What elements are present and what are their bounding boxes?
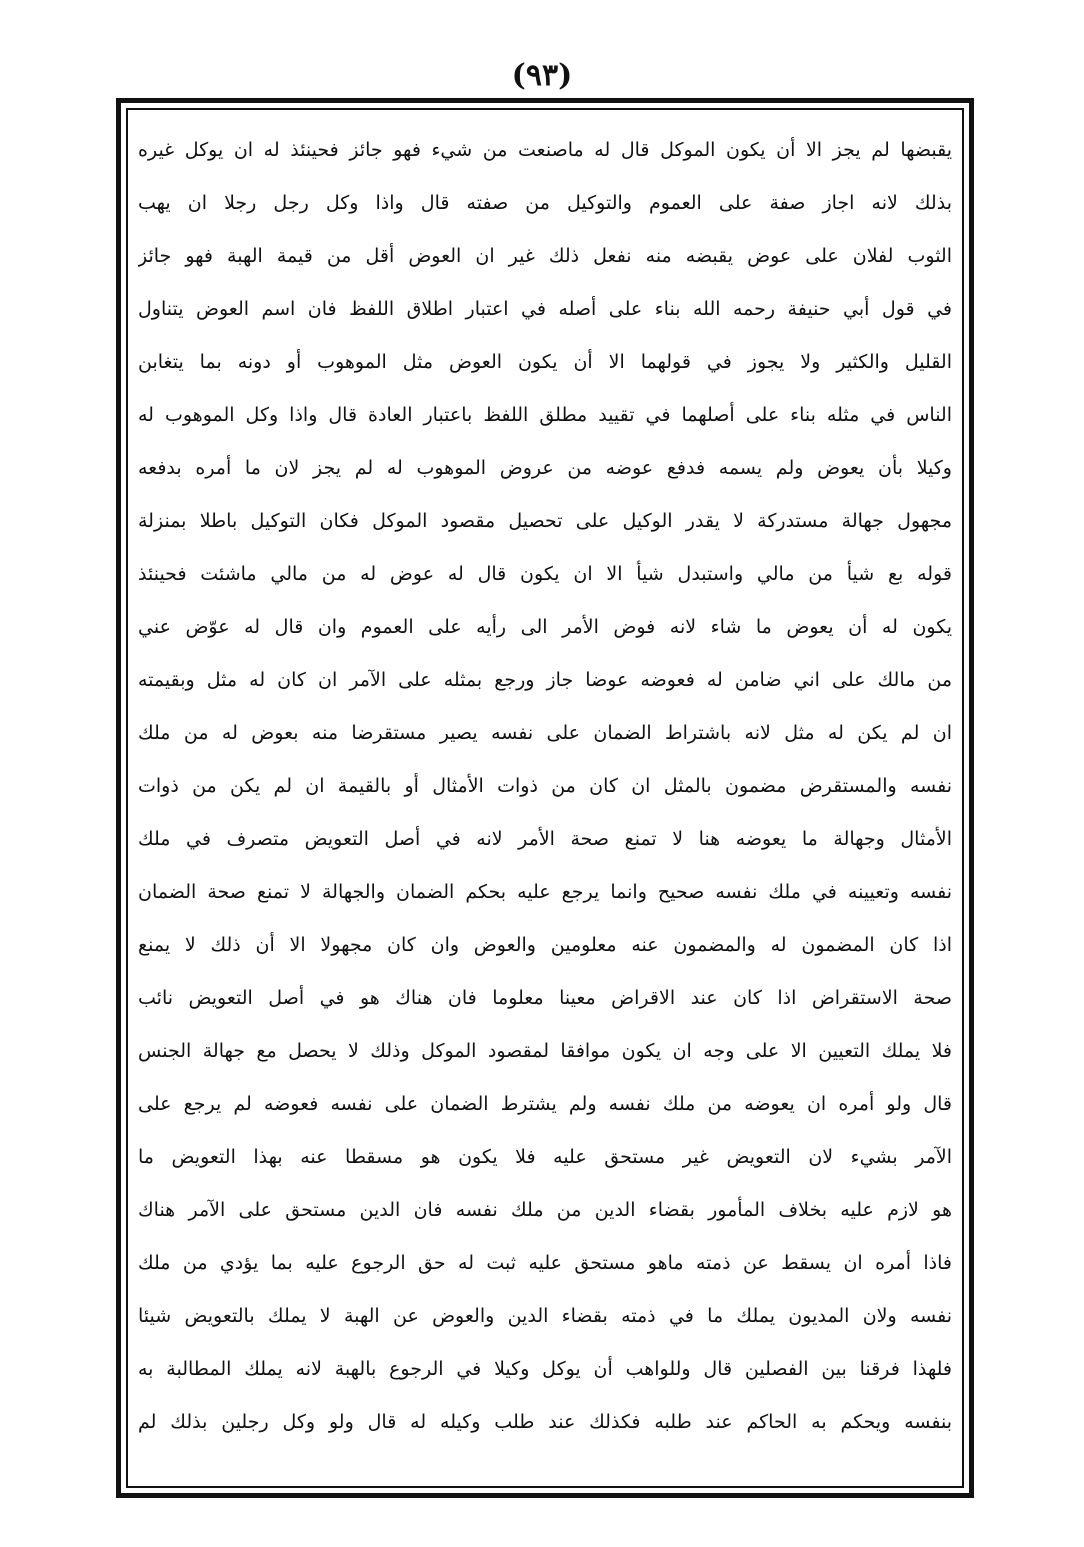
- text-line: فلا يملك التعيين الا على وجه ان يكون موافقا لمقصود الموكل وذلك لا يحصل مع جهالة الجنس: [138, 1040, 952, 1062]
- text-line: نفسه وتعيينه في ملك نفسه صحيح وانما يرجع عليه بحكم الضمان والجهالة لا تمنع صحة الضمان: [138, 881, 952, 903]
- text-line: صحة الاستقراض اذا كان عند الاقراض معينا معلوما فان هناك هو في أصل التعويض نائب: [138, 987, 952, 1009]
- text-line: يقبضها لم يجز الا أن يكون الموكل قال له ماصنعت من شيء فهو جائز فحينئذ له ان يوكل غيره: [138, 139, 952, 161]
- text-line: الناس في مثله بناء على أصلهما في تقييد مطلق اللفظ باعتبار العادة قال واذا وكل الموهوب له: [138, 404, 952, 426]
- text-line: ان لم يكن له مثل لانه باشتراط الضمان على نفسه يصير مستقرضا منه بعوض له من ملك: [138, 722, 952, 744]
- text-line: بنفسه ويحكم به الحاكم عند طلبه فكذلك عند طلب وكيله له قال ولو وكل رجلين بذلك لم: [138, 1411, 952, 1433]
- page-number: (٩٣): [511, 58, 573, 93]
- text-line: بذلك لانه اجاز صفة على العموم والتوكيل من صفته قال واذا وكل رجل رجلا ان يهب: [138, 192, 952, 214]
- text-line: فلهذا فرقنا بين الفصلين قال وللواهب أن يوكل وكيلا في الرجوع بالهبة لانه يملك المطالبة به: [138, 1358, 952, 1380]
- text-line: مجهول جهالة مستدركة لا يقدر الوكيل على تحصيل مقصود الموكل فكان التوكيل باطلا بمنزلة: [138, 510, 952, 532]
- text-line: الآمر بشيء لان التعويض غير مستحق عليه فلا يكون هو مسقطا عنه بهذا التعويض ما: [138, 1146, 952, 1168]
- text-line: قوله بع شيأ من مالي واستبدل شيأ الا ان يكون قال له عوض له من مالي ماشئت فحينئذ: [138, 563, 952, 585]
- text-line: من مالك على اني ضامن له فعوضه عوضا جاز ورجع بمثله على الآمر ان كان له مثل وبقيمته: [138, 669, 952, 691]
- text-line: الأمثال وجهالة ما يعوضه هنا لا تمنع صحة الأمر لانه في أصل التعويض متصرف في ملك: [138, 828, 952, 850]
- body-text: [138, 124, 952, 1476]
- text-line: فاذا أمره ان يسقط عن ذمته ماهو مستحق عليه ثبت له حق الرجوع عليه بما يؤدي من ملك: [138, 1252, 952, 1274]
- text-line: هو لازم عليه بخلاف المأمور بقضاء الدين من ملك نفسه فان الدين مستحق على الآمر هناك: [138, 1199, 952, 1221]
- text-line: نفسه والمستقرض مضمون بالمثل ان كان من ذوات الأمثال أو بالقيمة ان لم يكن من ذوات: [138, 775, 952, 797]
- text-line: الثوب لفلان على عوض يقبضه منه نفعل ذلك غير ان العوض أقل من قيمة الهبة فهو جائز: [138, 245, 952, 267]
- text-line: يكون له أن يعوض ما شاء لانه فوض الأمر الى رأيه على العموم وان قال له عوّض عني: [138, 616, 952, 638]
- text-line: في قول أبي حنيفة رحمه الله بناء على أصله في اعتبار اطلاق اللفظ فان اسم العوض يتناول: [138, 298, 952, 320]
- text-line: القليل والكثير ولا يجوز في قولهما الا أن يكون العوض مثل الموهوب أو دونه بما يتغابن: [138, 351, 952, 373]
- text-line: نفسه ولان المديون يملك ما في ذمته بقضاء الدين والعوض عن الهبة لا يملك بالتعويض شيئا: [138, 1305, 952, 1327]
- text-line: قال ولو أمره ان يعوضه من ملك نفسه ولم يشترط الضمان على نفسه فعوضه لم يرجع على: [138, 1093, 952, 1115]
- text-line: وكيلا بأن يعوض ولم يسمه فدفع عوضه من عروض الموهوب له لم يجز لان ما أمره بدفعه: [138, 457, 952, 479]
- text-line: اذا كان المضمون له والمضمون عنه معلومين والعوض وان كان مجهولا الا أن ذلك لا يمنع: [138, 934, 952, 956]
